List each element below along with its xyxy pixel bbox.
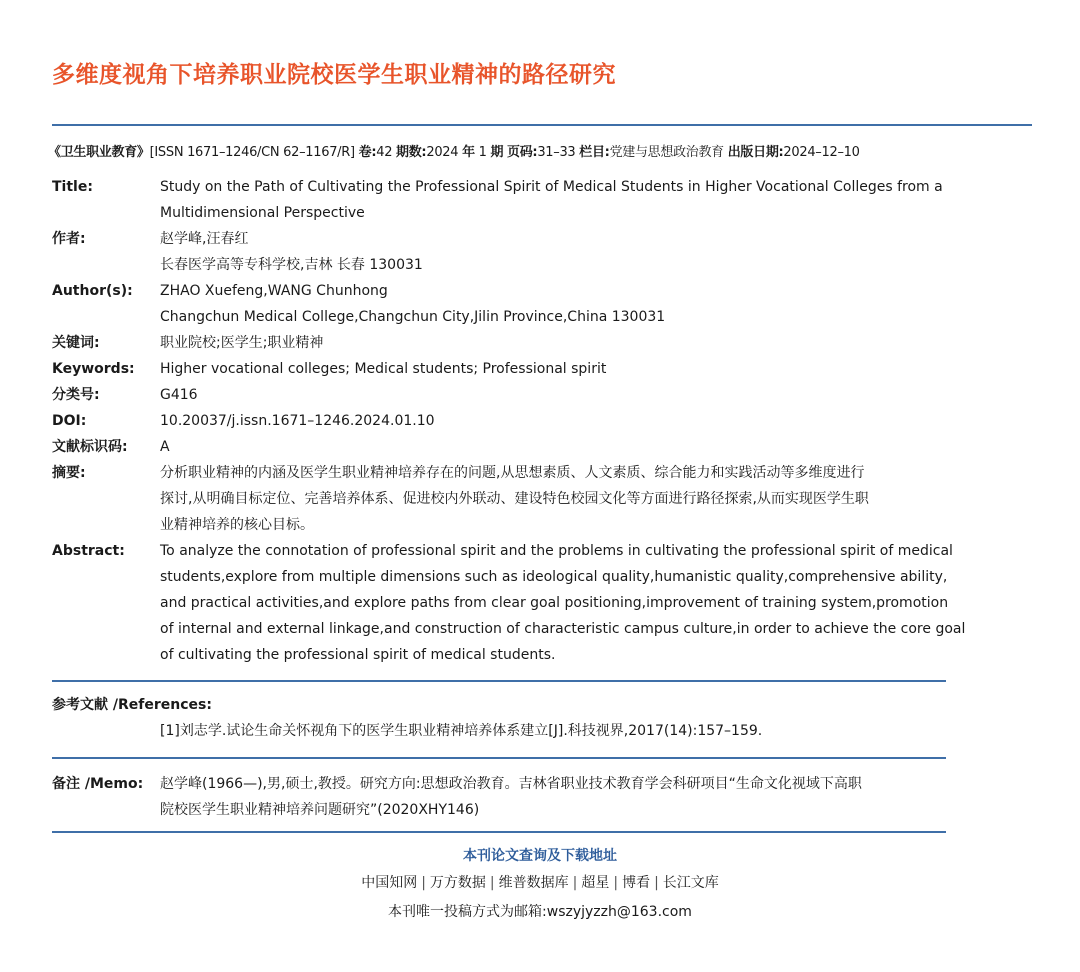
- en-title-line: Multidimensional Perspective: [160, 205, 365, 221]
- abstract-en-line: and practical activities,and explore paths from clear goal positioning,improvement of training system,promotion: [160, 595, 949, 611]
- separator: |: [654, 875, 659, 891]
- column-label: 栏目:: [579, 145, 610, 160]
- issue-year-unit: 年: [462, 145, 475, 160]
- divider-references: [52, 680, 946, 682]
- abstract-en-line: students,explore from multiple dimensions such as ideological quality,humanistic quality,comprehensive ability,: [160, 569, 948, 585]
- abstract-en-line: of cultivating the professional spirit of medical students.: [160, 647, 556, 663]
- divider-top: [52, 124, 1032, 126]
- memo-text: [160, 771, 960, 823]
- database-list: [0, 872, 1080, 892]
- issue-year: 2024: [426, 145, 459, 160]
- field-value: [160, 278, 960, 330]
- field-label: 摘要:: [52, 465, 86, 481]
- references-label: 参考文献 /References:: [52, 697, 212, 713]
- abstract-cn-line: 探讨,从明确目标定位、完善培养体系、促进校内外联动、建设特色校园文化等方面进行路径探索,从而实现医学生职: [160, 491, 869, 507]
- class-number: G416: [160, 387, 198, 403]
- database-link[interactable]: 万方数据: [429, 875, 486, 891]
- abstract-en-line: To analyze the connotation of professional spirit and the problems in cultivating the professional spirit of medical: [160, 543, 953, 559]
- abstract-en: [160, 538, 966, 668]
- affiliation-en: Changchun Medical College,Changchun City,Jilin Province,China 130031: [160, 309, 666, 325]
- field-label: DOI:: [52, 413, 87, 429]
- issn: [ISSN 1671–1246/CN 62–1167/R]: [149, 145, 355, 160]
- memo-line: 院校医学生职业精神培养问题研究”(2020XHY146): [160, 802, 480, 818]
- database-link[interactable]: 维普数据库: [498, 875, 569, 891]
- divider-footer: [52, 831, 946, 833]
- field-label: Keywords:: [52, 361, 135, 377]
- doc-code: A: [160, 439, 170, 455]
- database-link[interactable]: 博看: [622, 875, 651, 891]
- volume: 42: [376, 145, 393, 160]
- abstract-cn: [160, 460, 960, 538]
- field-label: 文献标识码:: [52, 439, 128, 455]
- pub-date: 2024–12–10: [783, 145, 860, 160]
- field-label: 分类号:: [52, 387, 100, 403]
- field-value: [160, 174, 960, 226]
- en-title-line: Study on the Path of Cultivating the Professional Spirit of Medical Students in Higher Vocational Colleges from a: [160, 179, 943, 195]
- separator: |: [421, 875, 426, 891]
- author-en: ZHAO Xuefeng,WANG Chunhong: [160, 283, 388, 299]
- database-link[interactable]: 超星: [581, 875, 610, 891]
- separator: |: [613, 875, 619, 891]
- doi-value: 10.20037/j.issn.1671–1246.2024.01.10: [160, 413, 435, 429]
- journal-name: 《卫生职业教育》: [48, 145, 150, 160]
- issue-unit: 期: [490, 145, 504, 160]
- journal-meta: [48, 141, 1038, 160]
- pages-label: 页码:: [507, 145, 538, 160]
- separator: |: [489, 875, 495, 891]
- separator: |: [572, 875, 578, 891]
- issue-label: 期数:: [396, 145, 427, 160]
- field-value: [160, 226, 960, 278]
- abstract-cn-line: 分析职业精神的内涵及医学生职业精神培养存在的问题,从思想素质、人文素质、综合能力和实践活动等多维度进行: [160, 465, 865, 481]
- volume-label: 卷:: [358, 145, 377, 160]
- keywords-cn: 职业院校;医学生;职业精神: [160, 335, 324, 351]
- memo-label: 备注 /Memo:: [52, 776, 144, 792]
- submission-email: 本刊唯一投稿方式为邮箱:wszyjyzzh@163.com: [388, 904, 692, 920]
- footer-heading: 本刊论文查询及下载地址: [463, 848, 617, 864]
- memo-line: 赵学峰(1966—),男,硕士,教授。研究方向:思想政治教育。吉林省职业技术教育学会科研项目“生命文化视域下高职: [160, 776, 862, 792]
- affiliation-cn: 长春医学高等专科学校,吉林 长春 130031: [160, 257, 423, 273]
- field-label: 关键词:: [52, 335, 100, 351]
- field-label: 作者:: [52, 231, 86, 247]
- reference-item: [1]刘志学.试论生命关怀视角下的医学生职业精神培养体系建立[J].科技视界,2017(14):157–159.: [160, 723, 763, 739]
- author-cn: 赵学峰,汪春红: [160, 231, 249, 247]
- issue-num: 1: [478, 145, 487, 160]
- divider-memo: [52, 757, 946, 759]
- database-link[interactable]: 长江文库: [662, 875, 719, 891]
- database-link[interactable]: 中国知网: [361, 875, 418, 891]
- article-title: 多维度视角下培养职业院校医学生职业精神的路径研究: [52, 62, 616, 88]
- date-label: 出版日期:: [727, 145, 784, 160]
- abstract-en-line: of internal and external linkage,and construction of characteristic campus culture,in order to achieve the core goal: [160, 621, 966, 637]
- column: 党建与思想政治教育: [609, 145, 724, 160]
- field-label: Title:: [52, 179, 93, 195]
- field-label: Abstract:: [52, 543, 125, 559]
- keywords-en: Higher vocational colleges; Medical students; Professional spirit: [160, 361, 607, 377]
- pages: 31–33: [537, 145, 576, 160]
- abstract-cn-line: 业精神培养的核心目标。: [160, 517, 314, 533]
- field-label: Author(s):: [52, 283, 133, 299]
